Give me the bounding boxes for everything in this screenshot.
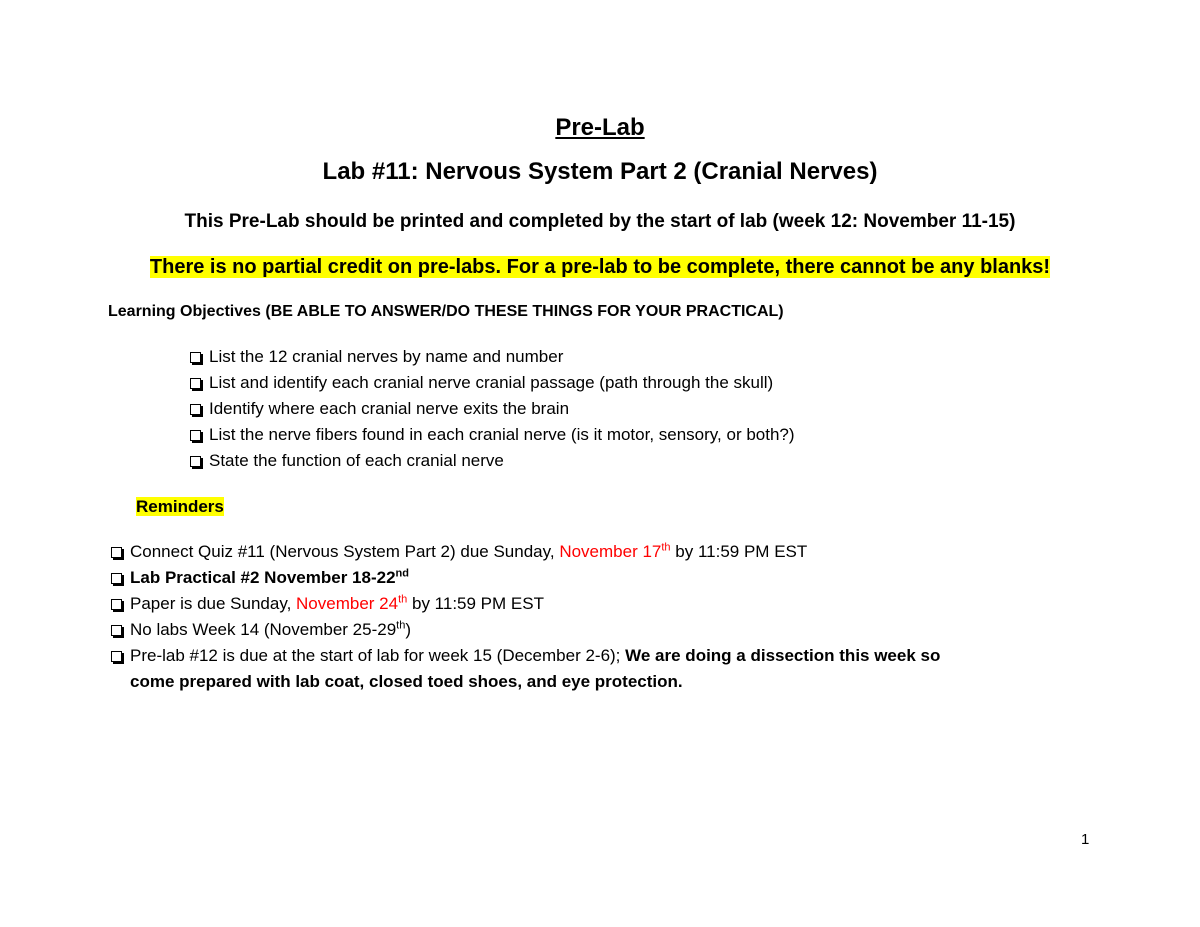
no-labs-text: No labs Week 14 (November 25-29: [130, 620, 397, 639]
objective-text: State the function of each cranial nerve: [209, 451, 504, 470]
reminder-text: [130, 565, 409, 591]
reminder-text: [130, 539, 807, 565]
print-instruction: This Pre-Lab should be printed and completed by the start of lab (week 12: November 11-15): [184, 211, 1016, 232]
paper-due-date-suffix: th: [398, 593, 408, 606]
paper-due-time: by 11:59 PM EST: [407, 594, 544, 613]
objective-text: List the nerve fibers found in each cranial nerve (is it motor, sensory, or both?): [209, 425, 795, 444]
quiz-due-date: November 17: [559, 542, 662, 561]
reminders-heading-text: Reminders: [136, 497, 224, 516]
reminder-text: [130, 617, 411, 643]
quiz-due-date-suffix: th: [661, 541, 671, 554]
page-title: Pre-Lab: [555, 114, 645, 141]
reminder-text: [130, 643, 940, 695]
checkbox-icon[interactable]: [190, 404, 201, 415]
learning-objectives-list: [190, 344, 795, 474]
learning-objectives-label: Learning Objectives: [108, 303, 261, 320]
reminder-quiz-text: Connect Quiz #11 (Nervous System Part 2) due Sunday,: [130, 542, 560, 561]
learning-objectives-note: (BE ABLE TO ANSWER/DO THESE THINGS FOR YOUR PRACTICAL): [260, 303, 784, 320]
dissection-notice: We are doing a dissection this week so: [625, 646, 941, 665]
objective-text: List and identify each cranial nerve cranial passage (path through the skull): [209, 373, 774, 392]
page-number: 1: [1081, 831, 1090, 848]
lab-subtitle: Lab #11: Nervous System Part 2 (Cranial Nerves): [322, 158, 878, 185]
reminder-prelab-12: [111, 643, 1111, 695]
checkbox-icon[interactable]: [111, 547, 122, 558]
objective-item: [190, 344, 795, 370]
no-labs-close: ): [405, 620, 412, 639]
checkbox-icon[interactable]: [111, 651, 122, 662]
practical-date-suffix: nd: [395, 567, 409, 580]
practical-text: Lab Practical #2 November 18-22: [130, 568, 396, 587]
reminder-paper: [111, 591, 1111, 617]
checkbox-icon[interactable]: [111, 625, 122, 636]
objective-item: [190, 370, 795, 396]
reminders-heading: [136, 497, 224, 517]
reminder-text: [130, 591, 544, 617]
reminders-list: [111, 539, 1111, 695]
learning-objectives-heading: [108, 303, 784, 321]
no-partial-credit-warning: [0, 256, 1200, 279]
reminder-quiz: [111, 539, 1111, 565]
checkbox-icon[interactable]: [111, 573, 122, 584]
objective-item: [190, 422, 795, 448]
objective-item: [190, 396, 795, 422]
paper-text: Paper is due Sunday,: [130, 594, 297, 613]
checkbox-icon[interactable]: [190, 378, 201, 389]
objective-item: [190, 448, 795, 474]
checkbox-icon[interactable]: [111, 599, 122, 610]
paper-due-date: November 24: [296, 594, 399, 613]
dissection-preparation: come prepared with lab coat, closed toed shoes, and eye protection.: [130, 672, 683, 691]
quiz-due-time: by 11:59 PM EST: [670, 542, 808, 561]
prelab-12-text: Pre-lab #12 is due at the start of lab for week 15 (December 2-6);: [130, 646, 626, 665]
no-labs-date-suffix: th: [396, 619, 406, 632]
warning-highlighted-text: There is no partial credit on pre-labs. For a pre-lab to be complete, there cannot be any blanks!: [149, 256, 1051, 278]
checkbox-icon[interactable]: [190, 430, 201, 441]
reminder-no-labs: [111, 617, 1111, 643]
reminder-practical: [111, 565, 1111, 591]
checkbox-icon[interactable]: [190, 352, 201, 363]
checkbox-icon[interactable]: [190, 456, 201, 467]
objective-text: Identify where each cranial nerve exits the brain: [209, 399, 570, 418]
objective-text: List the 12 cranial nerves by name and number: [209, 347, 564, 366]
